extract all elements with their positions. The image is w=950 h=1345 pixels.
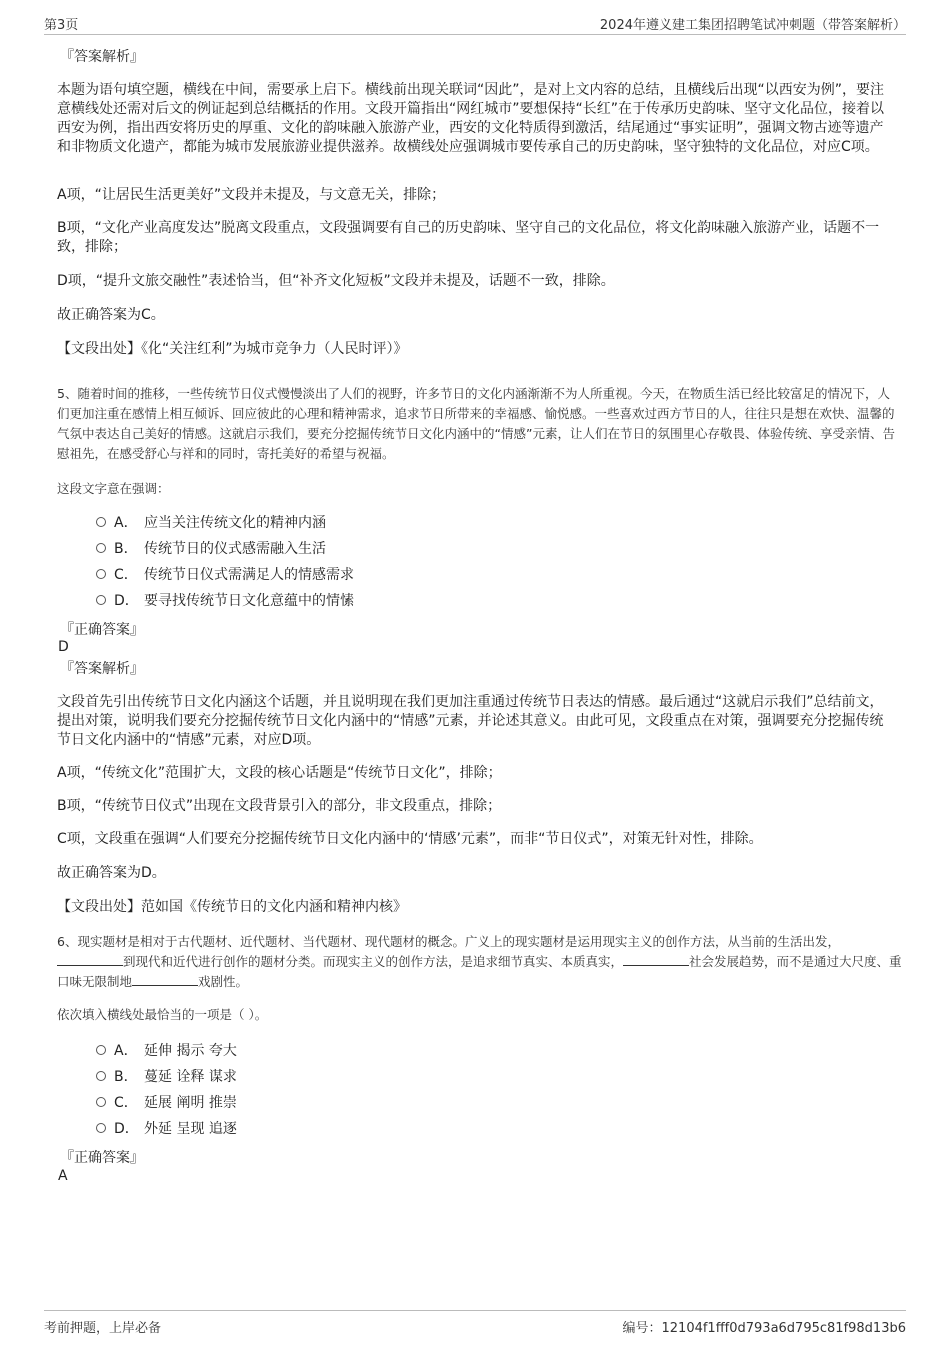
option-text: 应当关注传统文化的精神内涵 — [144, 515, 326, 531]
analysis-label: 『答案解析』 — [60, 49, 144, 65]
option-letter: B． — [114, 541, 138, 557]
analysis-label: 『答案解析』 — [60, 661, 144, 677]
radio-icon[interactable] — [96, 1123, 106, 1133]
option-a[interactable] — [96, 1041, 237, 1061]
analysis-paragraph: 文段首先引出传统节日文化内涵这个话题，并且说明现在我们更加注重通过传统节日表达的情感。最后通过“这就启示我们”总结前文，提出对策，说明我们要充分挖掘传统节日文化内涵中的“情感”元素，并论述其意义。由此可见，文段重点在对策，强调要充分挖掘传统节日文化内涵中的“情感”元素，对应D项。 — [57, 694, 884, 748]
option-b[interactable] — [96, 1067, 237, 1087]
analysis-conclusion: 故正确答案为C。 — [57, 307, 165, 323]
option-letter: D． — [114, 1121, 139, 1137]
correct-answer-label: 『正确答案』 — [60, 1150, 144, 1166]
question-stem: 5、随着时间的推移，一些传统节日仪式慢慢淡出了人们的视野，许多节日的文化内涵渐渐不为人所重视。今天，在物质生活已经比较富足的情况下，人们更加注重在感情上相互倾诉、回应彼此的心理和精神需求，追求节日所带来的幸福感、愉悦感。一些喜欢过西方节日的人，往往只是想在欢快、温馨的气氛中表达自己美好的情感。这就启示我们，要充分挖掘传统节日文化内涵中的“情感”元素，让人们在节日的氛围里心存敬畏、体验传统、享受亲情、告慰祖先，在感受舒心与祥和的同时，寄托美好的希望与祝福。 — [57, 386, 895, 461]
document-code: 编号：12104f1fff0d793a6d795c81f98d13b6 — [622, 1321, 906, 1336]
source-citation: 【文段出处】范如国《传统节日的文化内涵和精神内核》 — [57, 899, 407, 915]
option-letter: D． — [114, 593, 139, 609]
question-prompt: 依次填入横线处最恰当的一项是（ ）。 — [57, 1007, 268, 1022]
analysis-paragraph: A项，“让居民生活更美好”文段并未提及，与文意无关，排除； — [57, 187, 446, 203]
option-d[interactable] — [96, 591, 354, 611]
radio-icon[interactable] — [96, 569, 106, 579]
option-d[interactable] — [96, 1119, 237, 1139]
option-a[interactable] — [96, 513, 326, 533]
option-text: 传统节日的仪式感需融入生活 — [144, 541, 326, 557]
option-text: 延展 阐明 推崇 — [144, 1095, 237, 1111]
option-text: 传统节日仪式需满足人的情感需求 — [144, 567, 354, 583]
analysis-paragraph: 本题为语句填空题，横线在中间，需要承上启下。横线前出现关联词“因此”，是对上文内容的总结，且横线后出现“以西安为例”，要注意横线处还需对后文的例证起到总结概括的作用。文段开篇指出“网红城市”要想保持“长红”在于传承历史韵味、坚守文化品位，接着以西安为例，指出西安将历史的厚重、文化的韵味融入旅游产业，西安的文化特质得到激活，结尾通过“事实证明”，强调文物古迹等遗产和非物质文化遗产，都能为城市发展旅游业提供滋养。故横线处应强调城市要传承自己的历史韵味，坚守独特的文化品位，对应C项。 — [57, 82, 885, 155]
fill-blank — [623, 953, 689, 966]
correct-answer: D — [58, 639, 69, 655]
correct-answer: A — [58, 1168, 68, 1184]
footer-slogan: 考前押题，上岸必备 — [44, 1321, 162, 1336]
source-citation: 【文段出处】《化“关注红利”为城市竞争力（人民时评）》 — [57, 341, 408, 357]
analysis-conclusion: 故正确答案为D。 — [57, 865, 166, 881]
radio-icon[interactable] — [96, 1097, 106, 1107]
fill-blank — [57, 953, 123, 966]
question-prompt: 这段文字意在强调： — [57, 481, 170, 496]
radio-icon[interactable] — [96, 595, 106, 605]
option-letter: B． — [114, 1069, 138, 1085]
radio-icon[interactable] — [96, 543, 106, 553]
option-letter: A． — [114, 1043, 138, 1059]
option-letter: C． — [114, 1095, 138, 1111]
option-text: 延伸 揭示 夸大 — [144, 1043, 237, 1059]
radio-icon[interactable] — [96, 1071, 106, 1081]
correct-answer-label: 『正确答案』 — [60, 622, 144, 638]
option-text: 要寻找传统节日文化意蕴中的情愫 — [144, 593, 354, 609]
analysis-paragraph: A项，“传统文化”范围扩大，文段的核心话题是“传统节日文化”，排除； — [57, 765, 502, 781]
analysis-paragraph: B项，“文化产业高度发达”脱离文段重点，文段强调要有自己的历史韵味、坚守自己的文化品位，将文化韵味融入旅游产业，话题不一致，排除； — [57, 220, 880, 255]
question-stem: 6、现实题材是相对于古代题材、近代题材、当代题材、现代题材的概念。广义上的现实题材是运用现实主义的创作方法，从当前的生活出发，到现代和近代进行创作的题材分类。而现实主义的创作方法，是追求细节真实、本质真实， 社会发展趋势，而不是通过大尺度、重口味无限制地 戏剧性。 — [57, 934, 902, 989]
option-text: 蔓延 诠释 谋求 — [144, 1069, 237, 1085]
analysis-paragraph: D项，“提升文旅交融性”表述恰当，但“补齐文化短板”文段并未提及，话题不一致，排除。 — [57, 273, 615, 289]
radio-icon[interactable] — [96, 517, 106, 527]
option-b[interactable] — [96, 539, 326, 559]
option-letter: A． — [114, 515, 138, 531]
option-text: 外延 呈现 追逐 — [144, 1121, 237, 1137]
analysis-paragraph: C项，文段重在强调“人们要充分挖掘传统节日文化内涵中的‘情感’元素”，而非“节日仪式”，对策无针对性，排除。 — [57, 831, 763, 847]
option-c[interactable] — [96, 1093, 237, 1113]
document-title: 2024年遵义建工集团招聘笔试冲刺题（带答案解析） — [599, 18, 906, 33]
option-letter: C． — [114, 567, 138, 583]
fill-blank — [132, 973, 198, 986]
option-c[interactable] — [96, 565, 354, 585]
radio-icon[interactable] — [96, 1045, 106, 1055]
page-number: 第3页 — [44, 18, 79, 33]
page-footer — [44, 1310, 906, 1335]
page-header — [44, 14, 906, 35]
analysis-paragraph: B项，“传统节日仪式”出现在文段背景引入的部分，非文段重点，排除； — [57, 798, 502, 814]
